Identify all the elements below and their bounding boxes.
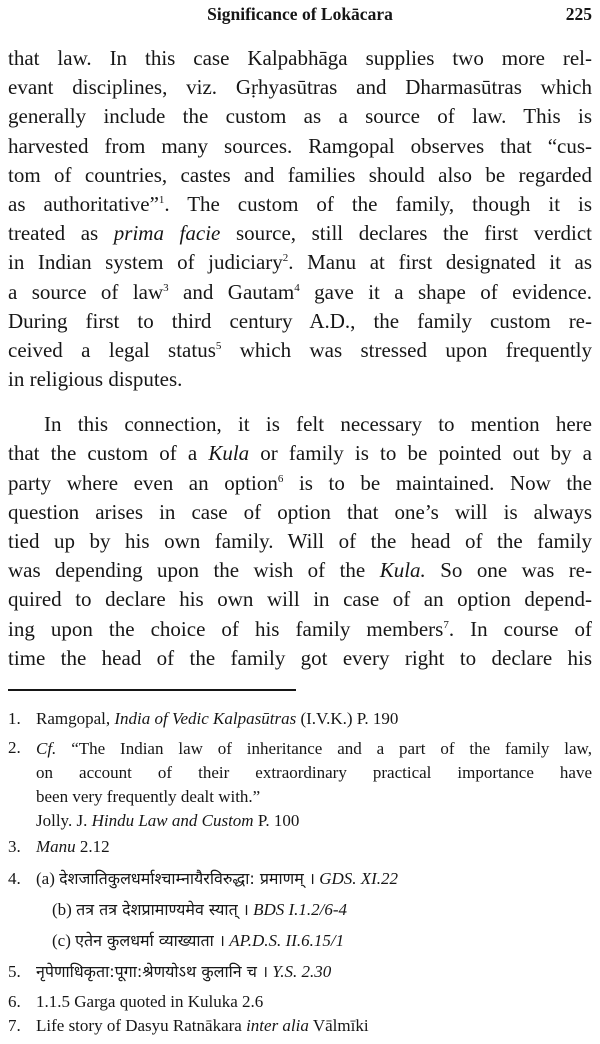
text-line: generally include the custom as a source of law. This is — [8, 104, 592, 129]
footnote-ref: 2 — [282, 252, 289, 265]
italic-run: Kula. — [379, 558, 426, 583]
text-run: Life story of Dasyu Ratnākara — [36, 1016, 247, 1035]
footnote-line — [36, 864, 592, 895]
footnote-1 — [8, 708, 592, 737]
text-run: “The Indian law of inheritance and a part of the family law, — [56, 739, 592, 758]
text-line: quired to declare his own will in case of an option depend- — [8, 587, 592, 612]
footnote-separator — [8, 689, 296, 691]
text-run: ceived a legal status — [8, 337, 216, 362]
text-run: and Gautam — [168, 279, 295, 304]
text-line: tied up by his own family. Will of the head of the family — [8, 529, 592, 553]
text-line — [8, 615, 592, 644]
footnote-number: 1. — [8, 709, 21, 728]
footnote-line — [52, 926, 592, 957]
paragraph-2 — [8, 410, 592, 673]
footnote-number: 3. — [8, 837, 21, 856]
footnote-text: 1.1.5 Garga quoted in Kuluka 2.6 — [36, 992, 264, 1011]
running-title: Significance of Lokācara — [207, 4, 393, 24]
sanskrit-text: एतेन कुलधर्मा व्याख्याता । — [75, 931, 225, 950]
text-line — [8, 190, 592, 219]
footnote-ref: 7 — [443, 618, 449, 631]
footnote-number: 5. — [8, 962, 21, 981]
text-run: as authoritative” — [8, 191, 159, 216]
italic-run: Cf. — [36, 739, 57, 758]
page-number: 225 — [565, 4, 592, 24]
text-run: treated as — [8, 221, 114, 246]
paragraph-gap — [8, 394, 592, 410]
sub-label: (b) — [52, 900, 77, 919]
text-run: Jolly. J. — [36, 811, 92, 830]
text-run: Vālmīki — [308, 1016, 369, 1035]
text-run: So one was re- — [425, 558, 592, 583]
footnote-line — [36, 737, 592, 761]
footnote-5 — [8, 957, 592, 991]
text-line — [8, 336, 592, 365]
footnote-3 — [8, 836, 592, 864]
text-line — [8, 219, 592, 248]
text-line — [8, 439, 592, 468]
footnote-4 — [8, 864, 592, 957]
footnote-number: 6. — [8, 992, 21, 1011]
page-header — [0, 1, 600, 31]
footnote-line — [36, 809, 592, 833]
footnote-number: 2. — [8, 738, 21, 757]
main-text — [8, 44, 592, 673]
citation: Y.S. 2.30 — [268, 962, 332, 981]
footnote-ref: 6 — [277, 472, 284, 485]
footnote-ref: 3 — [163, 281, 169, 294]
text-run: or family is to be pointed out by a — [249, 441, 592, 466]
footnote-6 — [8, 991, 592, 1015]
footnote-line: on account of their extraordinary practical importance have — [36, 763, 592, 782]
text-run: was depending upon the wish of the — [8, 558, 380, 583]
text-run: which was stressed upon frequently — [221, 337, 593, 362]
text-line: evant disciplines, viz. Gṛhyasūtras and Dharmasūtras which — [8, 75, 592, 100]
italic-run: inter alia — [246, 1016, 309, 1035]
text-run: gave it a shape of evidence. — [299, 279, 592, 304]
sanskrit-text: तत्र तत्र देशप्रामाण्यमेव स्यात् । — [76, 900, 249, 919]
paragraph-1 — [8, 44, 592, 394]
footnote-text — [36, 708, 592, 730]
text-run: (I.V.K.) P. 190 — [296, 709, 399, 728]
italic-run: India of Vedic Kalpasūtras — [114, 709, 297, 728]
citation: GDS. XI.22 — [314, 869, 399, 888]
text-run: that the custom of a — [8, 441, 209, 466]
citation: AP.D.S. II.6.15/1 — [224, 931, 345, 950]
footnote-text — [36, 1015, 592, 1037]
footnote-line — [52, 895, 592, 926]
text-line: that law. In this case Kalpabhāga supplies two more rel- — [8, 46, 592, 70]
footnotes — [8, 708, 592, 1039]
footnote-2 — [8, 737, 592, 836]
text-run: . Manu at first designated it as — [288, 250, 592, 275]
sub-label: (c) — [52, 931, 76, 950]
text-run: a source of law — [8, 279, 164, 304]
sanskrit-text: देशजातिकुलधर्माश्चाम्नायैरविरुद्धा: प्रमाणम् । — [59, 869, 315, 888]
text-run: Ramgopal, — [36, 709, 115, 728]
text-line: In this connection, it is felt necessary to mention here — [44, 412, 592, 437]
italic-run: Manu — [36, 837, 76, 856]
text-run: P. 100 — [253, 811, 300, 830]
text-line: in religious disputes. — [8, 367, 183, 392]
text-line: tom of countries, castes and families should also be regarded — [8, 162, 592, 187]
text-run: . The custom of the family, though it is — [164, 191, 592, 216]
sub-label: (a) — [36, 869, 60, 888]
footnote-ref: 5 — [215, 339, 222, 352]
citation: BDS I.1.2/6-4 — [248, 900, 348, 919]
text-line: During first to third century A.D., the family custom re- — [8, 308, 592, 333]
footnote-ref: 1 — [158, 193, 165, 206]
text-line: time the head of the family got every right to declare his — [8, 645, 592, 670]
footnote-ref: 4 — [294, 281, 300, 294]
sanskrit-text: नृपेणाधिकृता:पूगा:श्रेणयोऽथ कुलानि च । — [36, 962, 269, 981]
text-run: ing upon the choice of his family members — [8, 616, 444, 641]
text-run: 2.12 — [75, 837, 110, 856]
italic-run: prima facie — [113, 221, 221, 246]
text-line — [8, 278, 592, 307]
footnote-7 — [8, 1015, 592, 1039]
text-run: in Indian system of judiciary — [8, 250, 283, 275]
text-run: source, still declares the first verdict — [220, 221, 593, 246]
footnote-number: 7. — [8, 1016, 21, 1035]
text-line — [8, 469, 592, 498]
footnote-text — [36, 957, 592, 987]
text-line: question arises in case of option that one’s will is always — [8, 499, 592, 524]
footnote-text — [36, 836, 592, 858]
italic-run: Hindu Law and Custom — [91, 811, 254, 830]
text-run: . In course of — [448, 616, 592, 641]
text-line — [8, 556, 592, 585]
italic-run: Kula — [208, 441, 250, 466]
footnote-line: been very frequently dealt with.” — [36, 787, 261, 806]
footnote-number: 4. — [8, 869, 21, 888]
text-line — [8, 248, 592, 277]
text-line: harvested from many sources. Ramgopal observes that “cus- — [8, 133, 592, 158]
text-run: is to be maintained. Now the — [283, 470, 592, 495]
text-run: party where even an option — [8, 470, 278, 495]
